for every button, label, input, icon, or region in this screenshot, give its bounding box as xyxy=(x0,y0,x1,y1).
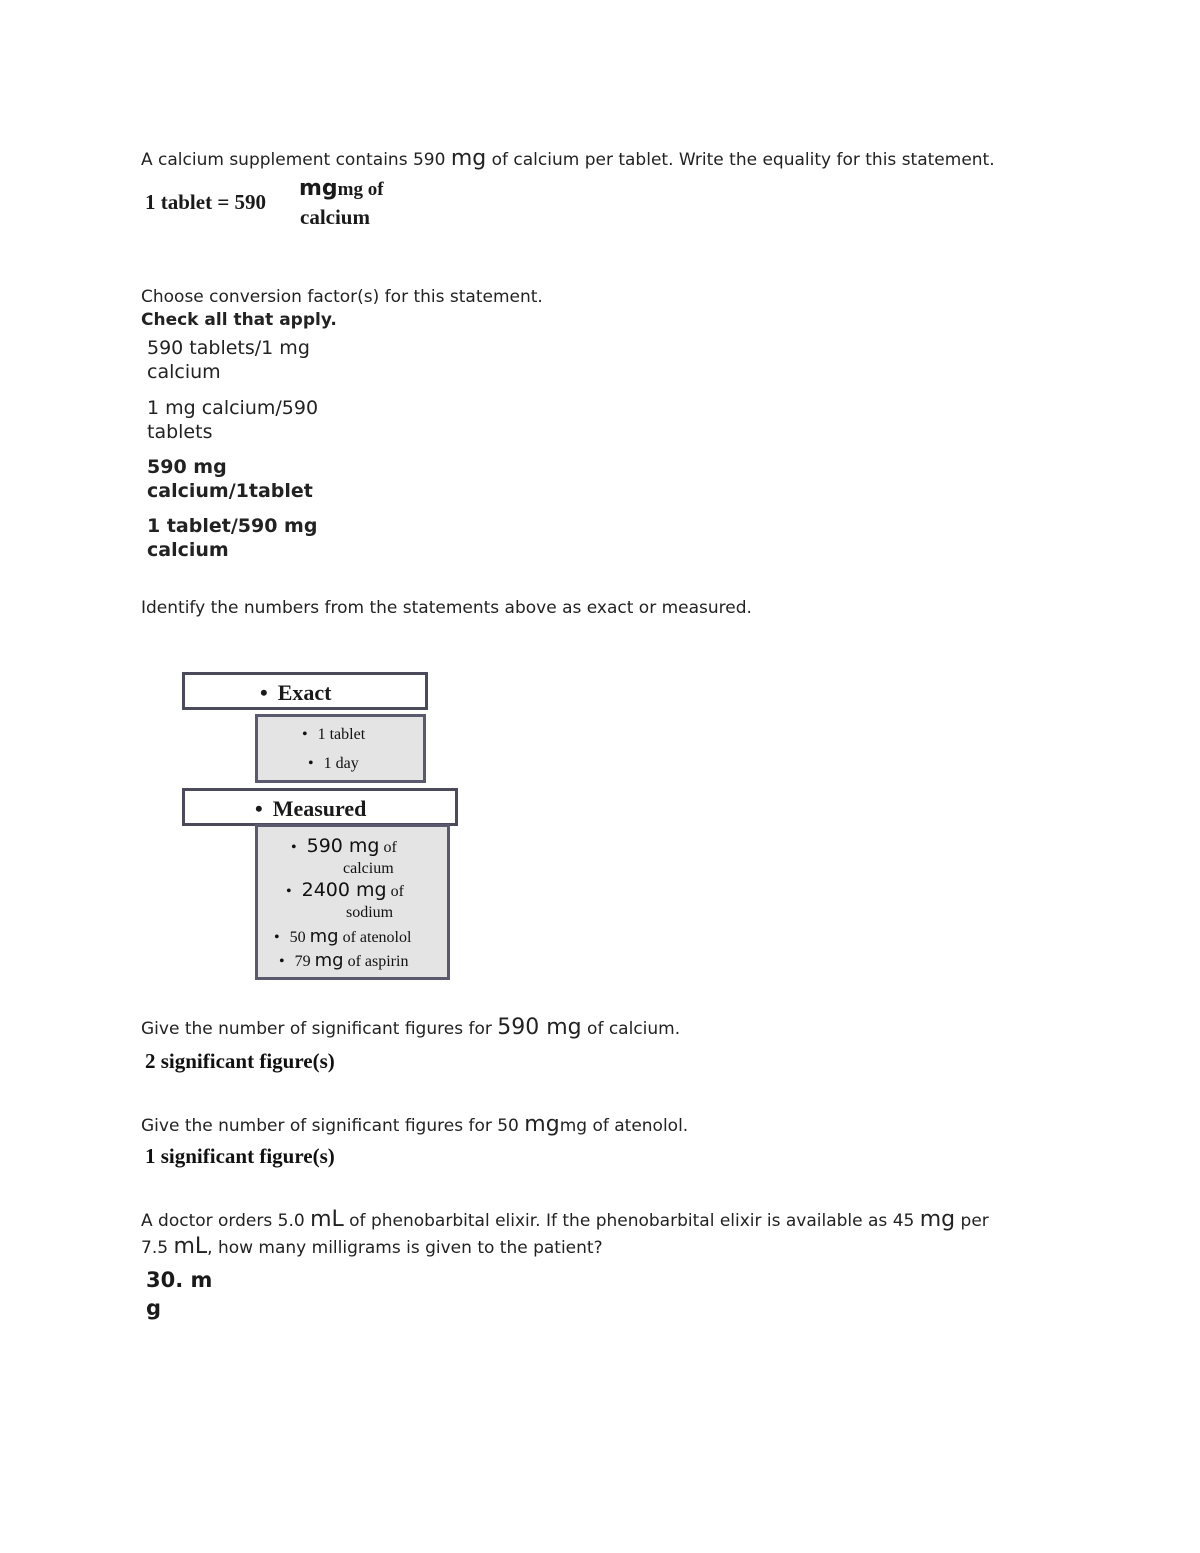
option-4-line1: 1 tablet/590 mg xyxy=(147,515,318,537)
q5-answer[interactable]: 1 significant figure(s) xyxy=(145,1144,335,1168)
bullet-icon: • xyxy=(260,680,268,705)
q1-answer-line2: calcium xyxy=(300,205,370,229)
measured-item-sub: sodium xyxy=(346,904,394,921)
measured-items-box xyxy=(255,824,450,980)
q1-answer-unit: mg xyxy=(299,176,338,201)
measured-label: Measured xyxy=(272,796,367,821)
measured-category-box[interactable] xyxy=(182,788,458,826)
exact-category-box[interactable] xyxy=(182,672,428,710)
option-4-line2: calcium xyxy=(147,539,229,561)
measured-item: • 50 mg of atenolol xyxy=(274,926,412,947)
measured-item-sub: calcium xyxy=(343,860,394,877)
q5-unit: mg xyxy=(524,1112,560,1137)
exact-items-box xyxy=(255,714,426,783)
option-1-line1: 590 tablets/1 mg xyxy=(147,337,310,359)
question-5-text: Give the number of significant figures for 50 mgmg of atenolol. xyxy=(141,1112,689,1137)
question-3-prompt: Identify the numbers from the statements above as exact or measured. xyxy=(141,598,752,618)
q6-answer[interactable]: 30. m g xyxy=(146,1268,213,1320)
conversion-option-4[interactable] xyxy=(147,514,317,562)
question-2-prompt: Choose conversion factor(s) for this statement. xyxy=(141,287,543,307)
option-1-line2: calcium xyxy=(147,361,221,383)
question-6-line1: A doctor orders 5.0 mL of phenobarbital elixir. If the phenobarbital elixir is available as 45 mg per xyxy=(141,1207,989,1232)
bullet-icon: • xyxy=(255,796,263,821)
question-4-text: Give the number of significant figures for 590 mg of calcium. xyxy=(141,1015,681,1040)
conversion-option-3[interactable] xyxy=(147,455,313,503)
q4-value: 590 mg xyxy=(497,1015,582,1040)
option-2-line2: tablets xyxy=(147,421,213,443)
q1-text-before: A calcium supplement contains 590 xyxy=(141,150,451,170)
measured-item: • 79 mg of aspirin xyxy=(279,950,409,971)
q1-answer-left: 1 tablet = 590 xyxy=(145,190,267,214)
option-2-line1: 1 mg calcium/590 xyxy=(147,397,319,419)
q1-answer-unit-suffix: mg of xyxy=(337,179,384,200)
bullet-icon: • xyxy=(286,883,292,900)
bullet-icon: • xyxy=(274,929,280,946)
question-6-line2: 7.5 mL, how many milligrams is given to the patient? xyxy=(141,1234,603,1259)
question-1-text xyxy=(141,146,995,171)
bullet-icon: • xyxy=(308,755,314,772)
exact-item: • 1 day xyxy=(308,755,359,772)
bullet-icon: • xyxy=(291,839,297,856)
q1-text-after: of calcium per tablet. Write the equality for this statement. xyxy=(486,150,995,170)
q4-answer[interactable]: 2 significant figure(s) xyxy=(145,1049,335,1073)
measured-item: • 590 mg of xyxy=(291,835,397,857)
q1-unit: mg xyxy=(450,146,487,171)
measured-item: • 2400 mg of xyxy=(286,879,404,901)
option-3-line2: calcium/1tablet xyxy=(147,480,313,502)
exact-label: Exact xyxy=(277,680,332,705)
bullet-icon: • xyxy=(302,726,308,743)
option-3-line1: 590 mg xyxy=(147,456,227,478)
conversion-option-1[interactable] xyxy=(147,336,310,384)
conversion-option-2[interactable] xyxy=(147,396,318,444)
q1-answer-unit-line xyxy=(299,176,384,201)
exact-item: • 1 tablet xyxy=(302,726,366,743)
question-2-instruction: Check all that apply. xyxy=(141,310,337,330)
bullet-icon: • xyxy=(279,953,285,970)
